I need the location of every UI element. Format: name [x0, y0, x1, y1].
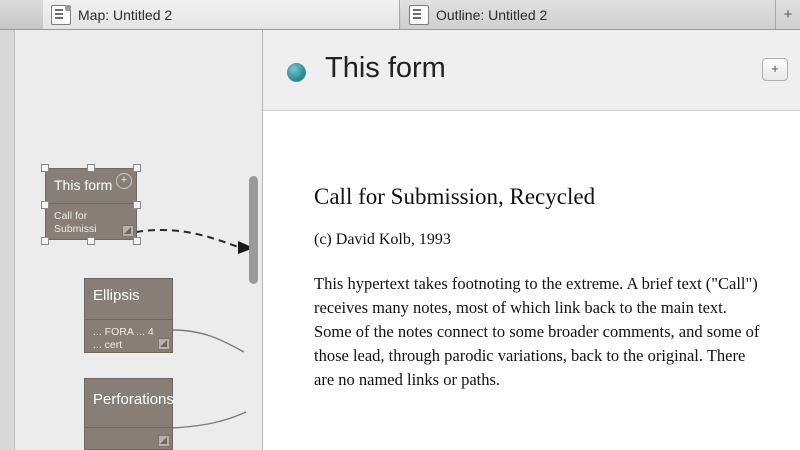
map-node-ellipsis[interactable]	[84, 278, 173, 353]
selection-handle[interactable]	[41, 201, 49, 209]
outline-tab-icon	[409, 5, 429, 25]
map-node-resize-handle[interactable]	[158, 435, 170, 447]
map-node-divider	[85, 427, 172, 428]
tab-map[interactable]	[43, 0, 400, 29]
map-canvas[interactable]	[14, 30, 262, 450]
document-view[interactable]	[263, 112, 800, 450]
map-node-divider	[85, 319, 172, 320]
map-left-gutter	[0, 30, 15, 450]
map-node-this-form[interactable]	[45, 168, 137, 240]
document-heading: Call for Submission, Recycled	[314, 184, 596, 209]
map-node-perforations[interactable]	[84, 378, 173, 450]
tab-outline-label: Outline: Untitled 2	[436, 6, 548, 23]
map-node-divider	[46, 203, 136, 204]
map-node-body: ... FORA ... 4 ... cert	[93, 326, 154, 351]
selection-handle[interactable]	[133, 201, 141, 209]
selection-handle[interactable]	[87, 164, 95, 172]
outline-add-button[interactable]: +	[762, 58, 788, 81]
map-node-add-icon[interactable]: +	[116, 173, 132, 189]
map-node-body: Call for Submissi	[54, 210, 97, 235]
map-tab-icon	[51, 5, 71, 25]
map-vertical-scrollbar[interactable]	[249, 176, 258, 284]
map-node-title: This form	[54, 177, 113, 193]
document-credit: (c) David Kolb, 1993	[314, 231, 451, 248]
tab-bar-left-cap	[0, 0, 44, 29]
document-body: This hypertext takes footnoting to the extreme. A brief text ("Call") receives many notes, most of which link back to the main text. Some of the notes connect to some broader comments, and some of those lead, through parodic variations, back to the original. There are no named links or paths.	[314, 274, 760, 389]
map-node-title: Ellipsis	[93, 287, 140, 304]
tab-outline[interactable]	[401, 0, 776, 29]
selection-handle[interactable]	[133, 237, 141, 245]
add-tab-button[interactable]: +	[776, 0, 800, 29]
outline-header	[263, 30, 800, 111]
map-node-title: Perforations	[93, 391, 174, 408]
selection-handle[interactable]	[87, 237, 95, 245]
outline-title: This form	[325, 52, 446, 84]
map-node-resize-handle[interactable]	[122, 225, 134, 237]
selection-handle[interactable]	[41, 237, 49, 245]
selection-handle[interactable]	[133, 164, 141, 172]
map-pane[interactable]	[0, 30, 263, 450]
tab-bar	[0, 0, 800, 30]
selection-handle[interactable]	[41, 164, 49, 172]
map-node-resize-handle[interactable]	[158, 338, 170, 350]
tab-map-label: Map: Untitled 2	[78, 6, 173, 23]
outline-pane	[263, 30, 800, 450]
teal-dot-icon[interactable]	[287, 63, 306, 82]
